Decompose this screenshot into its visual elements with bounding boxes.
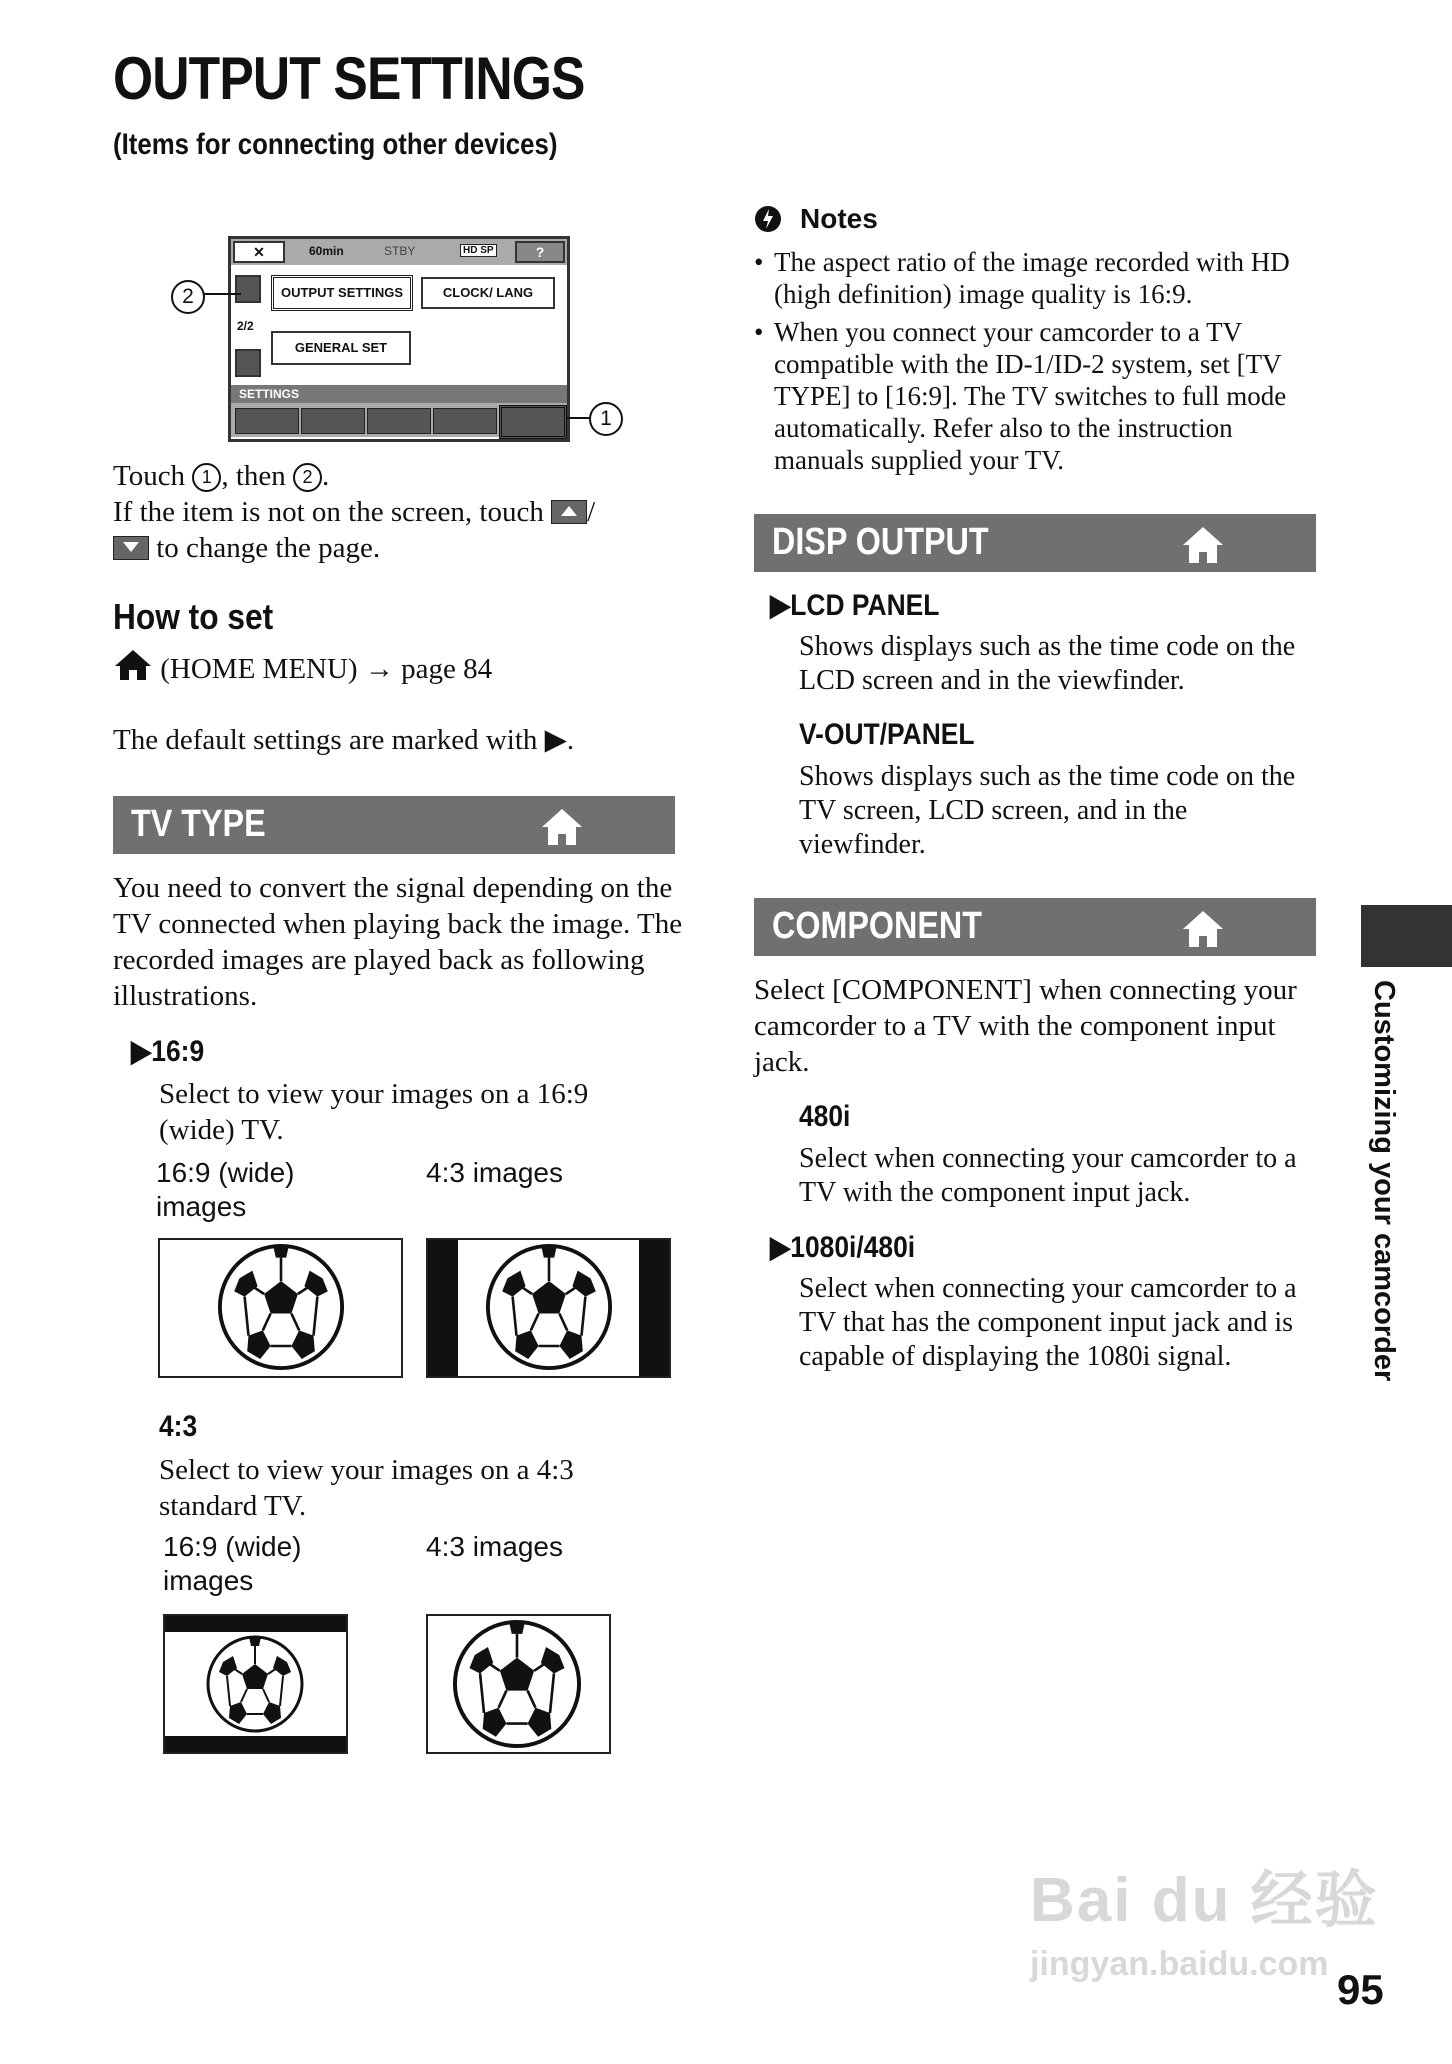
illustration-label-wide-2: 16:9 (wide) images bbox=[163, 1531, 302, 1596]
notes-icon bbox=[754, 205, 782, 233]
instructions-line-2: If the item is not on the screen, touch bbox=[113, 496, 544, 528]
page-subtitle: (Items for connecting other devices) bbox=[113, 128, 558, 161]
inline-marker-2: 2 bbox=[293, 463, 322, 492]
slash: / bbox=[587, 496, 596, 528]
lcd-screen-illustration bbox=[228, 236, 570, 442]
chapter-side-label bbox=[1366, 980, 1406, 1382]
instructions-line-3: to change the page. bbox=[156, 532, 381, 564]
illustration-label-43-1: 4:3 images bbox=[426, 1157, 563, 1188]
soccer-ball-icon bbox=[484, 1242, 614, 1372]
home-menu-label: (HOME MENU) bbox=[160, 653, 358, 685]
note-item: • The aspect ratio of the image recorded with HD (high definition) image quality is 16:9. bbox=[754, 246, 1314, 310]
tv-frame-wide-on-wide bbox=[158, 1238, 403, 1378]
component-heading: COMPONENT bbox=[772, 905, 982, 947]
page-number: 95 bbox=[1337, 1966, 1384, 2013]
soccer-ball-icon bbox=[205, 1634, 305, 1734]
note-item: • When you connect your camcorder to a TV compatible with the ID-1/ID-2 system, set [TV TYPE] to [16:9]. The TV switches to full mode automatically. Refer also to the instruction manuals supplied your TV. bbox=[754, 316, 1314, 476]
tv-type-header-bar bbox=[113, 796, 675, 854]
tv-type-option-16-9-heading: ▶16:9 bbox=[131, 1035, 205, 1068]
pillar-bar-right bbox=[639, 1240, 669, 1376]
illustration-label-wide-1: 16:9 (wide) images bbox=[156, 1157, 295, 1222]
period: . bbox=[322, 460, 330, 492]
component-header-bar bbox=[754, 898, 1316, 956]
disp-output-lcd-panel-description: Shows displays such as the time code on the LCD screen and in the viewfinder. bbox=[799, 631, 1296, 696]
disp-output-header-bar bbox=[754, 514, 1316, 572]
disp-output-v-out-panel-heading: V-OUT/PANEL bbox=[799, 718, 975, 751]
component-intro: Select [COMPONENT] when connecting your camcorder to a TV with the component input jack. bbox=[754, 974, 1297, 1078]
callout-marker-2: 2 bbox=[171, 280, 205, 314]
home-icon bbox=[540, 807, 584, 847]
lcd-page-down-button bbox=[235, 349, 261, 377]
watermark-brand: Bai du 经验 bbox=[1030, 1866, 1379, 1935]
lcd-general-set-button: GENERAL SET bbox=[271, 331, 411, 365]
lcd-clock-lang-button: CLOCK/ LANG bbox=[421, 277, 555, 309]
inline-marker-1: 1 bbox=[192, 463, 221, 492]
arrow-icon: → bbox=[364, 653, 394, 685]
touch-word: Touch bbox=[113, 460, 186, 492]
home-icon bbox=[1181, 909, 1225, 949]
lcd-disc-tab-icon bbox=[433, 408, 497, 434]
pillar-bar-left bbox=[428, 1240, 458, 1376]
tv-frame-43-on-wide bbox=[426, 1238, 671, 1378]
default-settings-note: The default settings are marked with ▶. bbox=[113, 724, 575, 756]
component-1080i-480i-heading: ▶1080i/480i bbox=[770, 1231, 916, 1264]
tv-type-intro: You need to convert the signal depending on the TV connected when playing back the image. The recorded images are played back as following illustrations. bbox=[113, 872, 683, 1012]
then-word: , then bbox=[221, 460, 286, 492]
lcd-battery-indicator: 60min bbox=[309, 244, 344, 258]
page-reference: page 84 bbox=[401, 653, 493, 685]
illustration-label-43-2: 4:3 images bbox=[426, 1531, 563, 1562]
home-icon bbox=[1181, 525, 1225, 565]
tv-type-option-4-3-heading: 4:3 bbox=[159, 1410, 198, 1443]
lcd-camera-tab-icon bbox=[235, 408, 299, 434]
page-up-icon bbox=[551, 500, 587, 524]
soccer-ball-icon bbox=[216, 1242, 346, 1372]
letterbox-bar-bottom bbox=[165, 1736, 346, 1752]
lcd-play-tab-icon bbox=[301, 408, 365, 434]
page-title: OUTPUT SETTINGS bbox=[113, 45, 585, 112]
how-to-set-heading: How to set bbox=[113, 596, 274, 637]
lcd-standby-indicator: STBY bbox=[384, 244, 416, 258]
disp-output-heading: DISP OUTPUT bbox=[772, 521, 989, 563]
tv-type-option-16-9-description: Select to view your images on a 16:9 (wide) TV. bbox=[159, 1078, 589, 1146]
component-1080i-480i-description: Select when connecting your camcorder to a TV that has the component input jack and is capable of displaying the 1080i signal. bbox=[799, 1273, 1297, 1372]
lcd-quality-indicator: HD SP bbox=[460, 244, 497, 257]
lcd-toolbox-tab-icon bbox=[499, 405, 567, 439]
lcd-list-tab-icon bbox=[367, 408, 431, 434]
lcd-output-settings-button: OUTPUT SETTINGS bbox=[271, 275, 413, 311]
lcd-bottom-toolbar bbox=[231, 403, 567, 437]
letterbox-bar-top bbox=[165, 1616, 346, 1632]
home-icon bbox=[113, 648, 153, 682]
disp-output-lcd-panel-heading: ▶LCD PANEL bbox=[770, 589, 940, 622]
soccer-ball-icon bbox=[451, 1618, 583, 1750]
instructions-text bbox=[113, 458, 693, 566]
component-480i-heading: 480i bbox=[799, 1100, 851, 1133]
notes-list bbox=[754, 246, 1314, 476]
lcd-settings-label: SETTINGS bbox=[231, 385, 567, 403]
tv-type-option-4-3-description: Select to view your images on a 4:3 standard TV. bbox=[159, 1454, 574, 1522]
baidu-watermark bbox=[1030, 1850, 1379, 1984]
how-to-set-line bbox=[113, 648, 492, 687]
lcd-help-button: ? bbox=[515, 241, 565, 263]
page-down-icon bbox=[113, 536, 149, 560]
watermark-url: jingyan.baidu.com bbox=[1030, 1945, 1329, 1983]
chapter-side-label-text: Customizing your camcorder bbox=[1368, 980, 1400, 1382]
notes-heading: Notes bbox=[800, 203, 878, 234]
tv-frame-wide-on-43 bbox=[163, 1614, 348, 1754]
tv-frame-43-on-43 bbox=[426, 1614, 611, 1754]
component-480i-description: Select when connecting your camcorder to a TV with the component input jack. bbox=[799, 1143, 1297, 1208]
callout-marker-1: 1 bbox=[589, 402, 623, 436]
tv-type-heading: TV TYPE bbox=[131, 803, 266, 845]
disp-output-v-out-panel-description: Shows displays such as the time code on the TV screen, LCD screen, and in the viewfinder. bbox=[799, 761, 1296, 860]
lcd-close-button: ✕ bbox=[233, 241, 285, 263]
lcd-page-indicator: 2/2 bbox=[237, 319, 254, 333]
chapter-side-tab bbox=[1361, 905, 1452, 967]
